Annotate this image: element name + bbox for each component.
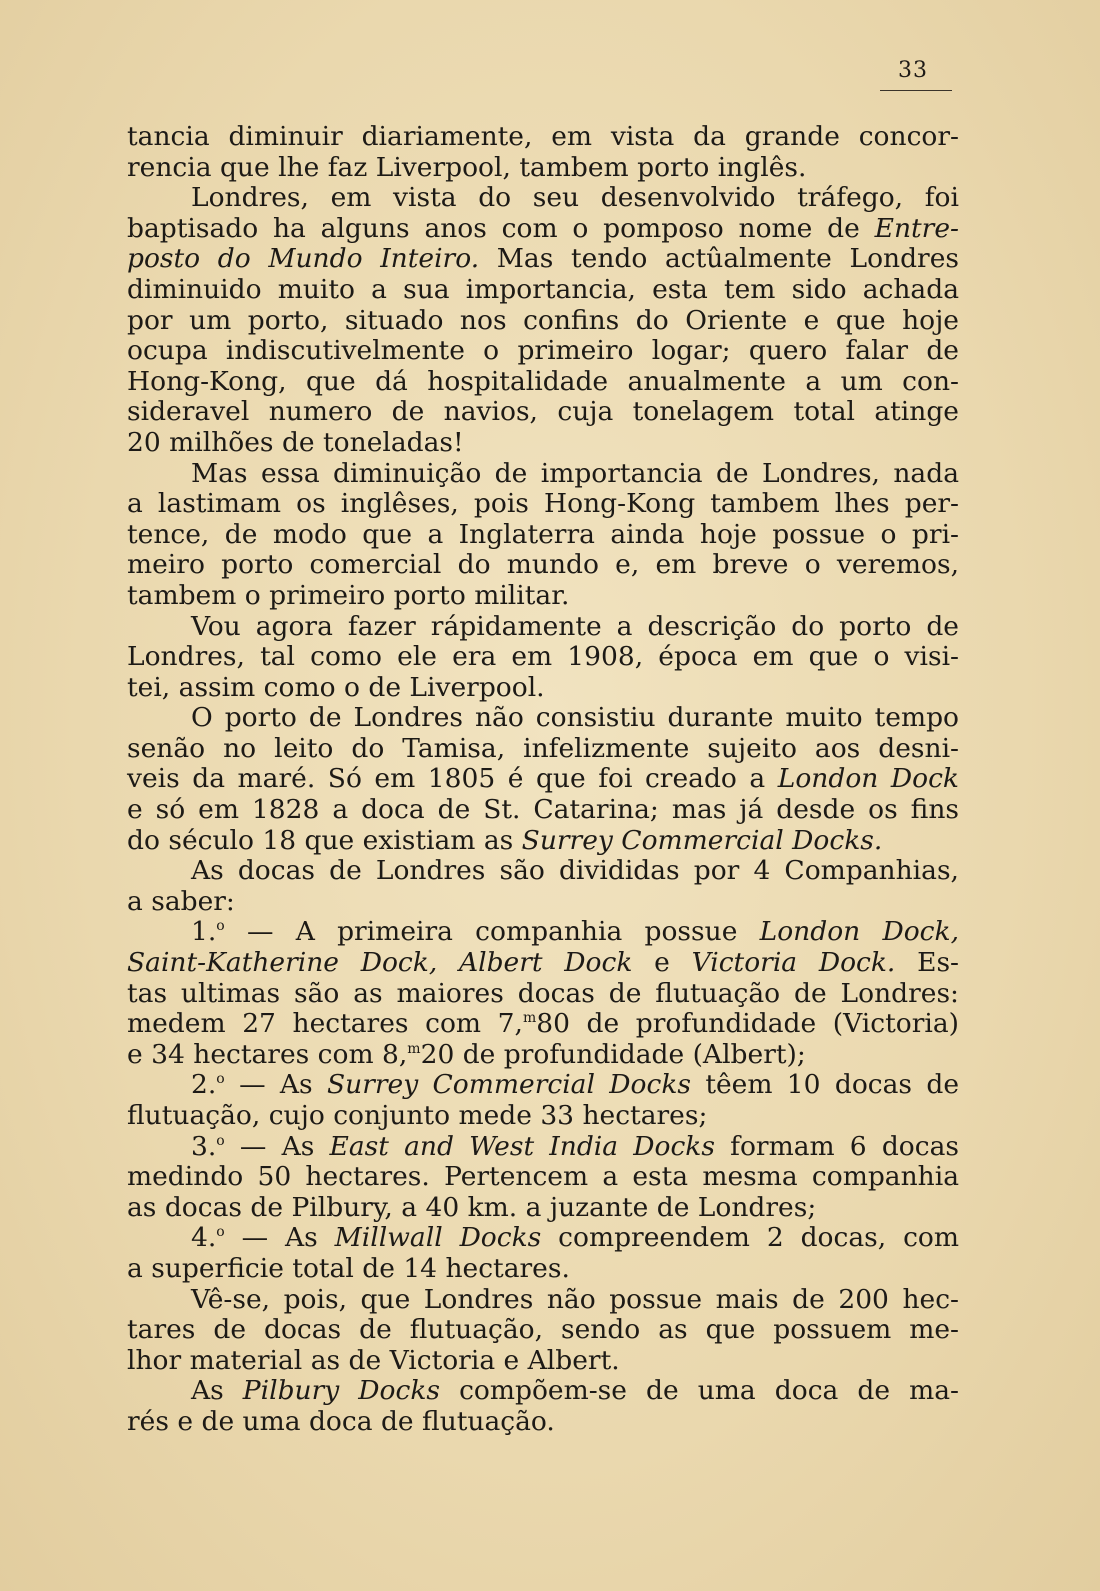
text-run: rés e de uma doca de flutuação.: [127, 1405, 555, 1437]
text-run: — As: [224, 1222, 335, 1254]
text-line: [127, 244, 959, 275]
italic-text: Surrey Commercial Docks: [326, 1069, 691, 1101]
text-line: [127, 183, 959, 214]
text-line: [127, 336, 959, 367]
paragraph: [127, 1070, 959, 1131]
superscript: o: [216, 1224, 225, 1241]
text-line: [127, 1040, 959, 1071]
text-run: e 34 hectares com 8,: [127, 1038, 408, 1070]
text-line: [127, 153, 959, 184]
text-run: — As: [224, 1130, 330, 1162]
text-line: [127, 1193, 959, 1224]
text-run: rencia que lhe faz Liverpool, tambem porto inglês.: [127, 151, 807, 183]
text-line: [127, 1376, 959, 1407]
italic-text: London Dock,: [759, 916, 959, 948]
text-line: [127, 673, 959, 704]
text-line: [127, 948, 959, 979]
text-line: [127, 1254, 959, 1285]
text-run: Mas essa diminuição de importancia de Londres, nada: [191, 457, 959, 489]
superscript: o: [216, 1071, 225, 1088]
superscript: m: [407, 1040, 421, 1057]
paragraph: [127, 917, 959, 1070]
text-line: [127, 917, 959, 948]
text-line: [127, 1285, 959, 1316]
text-run: ocupa indiscutivelmente o primeiro logar; quero falar de: [127, 335, 959, 367]
text-line: [127, 979, 959, 1010]
text-run: 20 milhões de toneladas!: [127, 426, 464, 458]
italic-text: East and West India Docks: [329, 1130, 715, 1162]
text-line: [127, 856, 959, 887]
text-run: tas ultimas são as maiores docas de flutuação de Londres:: [127, 977, 959, 1009]
paragraph: [127, 612, 959, 704]
text-line: [127, 459, 959, 490]
text-line: [127, 397, 959, 428]
text-run: medem 27 hectares com 7,: [127, 1008, 523, 1040]
paragraph: [127, 1132, 959, 1224]
text-run: O porto de Londres não consistiu durante muito tempo: [191, 702, 959, 734]
text-line: [127, 489, 959, 520]
text-run: baptisado ha alguns anos com o pomposo nome de: [127, 212, 875, 244]
text-run: Es-: [895, 947, 959, 979]
text-run: medindo 50 hectares. Pertencem a esta mesma companhia: [127, 1161, 959, 1193]
italic-text: Pilbury Docks: [242, 1375, 441, 1407]
text-line: [127, 642, 959, 673]
text-run: As docas de Londres são divididas por 4 Companhias,: [191, 855, 959, 887]
text-run: por um porto, situado nos confins do Oriente e que hoje: [127, 304, 959, 336]
italic-text: Surrey Commercial Docks.: [521, 824, 883, 856]
text-run: lhor material as de Victoria e Albert.: [127, 1344, 620, 1376]
text-line: [127, 520, 959, 551]
page-number-rule: [880, 90, 952, 91]
text-run: diminuido muito a sua importancia, esta tem sido achada: [127, 273, 959, 305]
text-run: 1.: [191, 916, 217, 948]
text-line: [127, 1346, 959, 1377]
text-run: Hong-Kong, que dá hospitalidade anualmente a um con-: [127, 365, 959, 397]
text-run: Londres, tal como ele era em 1908, época em que o visi-: [127, 641, 959, 673]
text-run: e: [632, 947, 692, 979]
text-line: [127, 1101, 959, 1132]
superscript: m: [522, 1010, 537, 1027]
text-run: tei, assim como o de Liverpool.: [127, 671, 545, 703]
text-line: [127, 887, 959, 918]
text-run: tence, de modo que a Inglaterra ainda hoje possue o pri-: [127, 518, 959, 550]
text-run: do século 18 que existiam as: [127, 824, 522, 856]
italic-text: Millwall Docks: [334, 1222, 542, 1254]
text-line: [127, 428, 959, 459]
text-line: [127, 214, 959, 245]
text-line: [127, 367, 959, 398]
text-run: compõem-se de uma doca de ma-: [440, 1375, 959, 1407]
italic-text: Saint-Katherine Dock, Albert Dock: [127, 947, 633, 979]
text-line: [127, 703, 959, 734]
text-run: 20 de profundidade (Albert);: [420, 1038, 806, 1070]
text-run: veis da maré. Só em 1805 é que foi creado a: [127, 763, 778, 795]
paragraph: [127, 183, 959, 458]
text-run: a superficie total de 14 hectares.: [127, 1252, 570, 1284]
paragraph: [127, 122, 959, 183]
text-run: Vê-se, pois, que Londres não possue mais de 200 hec-: [191, 1283, 959, 1315]
text-run: flutuação, cujo conjunto mede 33 hectares;: [127, 1100, 708, 1131]
text-line: [127, 826, 959, 857]
text-run: As: [191, 1375, 243, 1407]
italic-text: Entre-: [874, 212, 959, 244]
italic-text: London Dock: [777, 763, 959, 795]
text-line: [127, 1315, 959, 1346]
superscript: o: [216, 918, 225, 935]
text-run: Vou agora fazer rápidamente a descrição do porto de: [191, 610, 959, 642]
paragraph: [127, 703, 959, 856]
paragraph: [127, 1223, 959, 1284]
text-run: tares de docas de flutuação, sendo as que possuem me-: [127, 1314, 959, 1346]
text-run: a saber:: [127, 885, 235, 917]
text-line: [127, 764, 959, 795]
text-run: — As: [224, 1069, 327, 1101]
paragraph: [127, 459, 959, 612]
text-run: a lastimam os inglêses, pois Hong-Kong tambem lhes per-: [127, 488, 959, 520]
text-line: [127, 306, 959, 337]
superscript: o: [216, 1132, 225, 1149]
text-line: [127, 1407, 959, 1438]
text-run: compreendem 2 docas, com: [541, 1222, 959, 1254]
text-run: 4.: [191, 1222, 217, 1254]
text-line: [127, 275, 959, 306]
text-line: [127, 1132, 959, 1163]
text-line: [127, 1070, 959, 1101]
text-line: [127, 1009, 959, 1040]
text-run: têem 10 docas de: [691, 1069, 960, 1101]
text-line: [127, 1162, 959, 1193]
italic-text: Victoria Dock.: [691, 947, 896, 979]
text-run: 3.: [191, 1130, 217, 1162]
text-run: tambem o primeiro porto militar.: [127, 579, 570, 611]
paragraph: [127, 1376, 959, 1437]
text-line: [127, 581, 959, 612]
text-line: [127, 550, 959, 581]
text-run: Mas tendo actûalmente Londres: [479, 243, 960, 275]
text-line: [127, 612, 959, 643]
text-line: [127, 795, 959, 826]
text-run: senão no leito do Tamisa, infelizmente sujeito aos desni-: [127, 732, 959, 764]
page-number: 33: [898, 58, 928, 83]
text-run: as docas de Pilbury, a 40 km. a juzante de Londres;: [127, 1191, 817, 1223]
text-run: meiro porto comercial do mundo e, em breve o veremos,: [127, 549, 959, 581]
text-line: [127, 1223, 959, 1254]
italic-text: posto do Mundo Inteiro.: [127, 243, 480, 275]
text-run: sideravel numero de navios, cuja tonelagem total atinge: [127, 396, 959, 428]
text-run: Londres, em vista do seu desenvolvido tráfego, foi: [191, 182, 959, 214]
text-run: — A primeira companhia possue: [224, 916, 760, 948]
text-run: tancia diminuir diariamente, em vista da grande concor-: [127, 121, 959, 152]
text-run: formam 6 docas: [714, 1130, 959, 1162]
text-run: 80 de profundidade (Victoria): [536, 1008, 959, 1040]
body-text: [127, 122, 959, 1438]
text-line: [127, 734, 959, 765]
paragraph: [127, 1285, 959, 1377]
text-run: 2.: [191, 1069, 217, 1101]
text-line: [127, 122, 959, 153]
text-run: e só em 1828 a doca de St. Catarina; mas já desde os fins: [127, 794, 959, 826]
paragraph: [127, 856, 959, 917]
